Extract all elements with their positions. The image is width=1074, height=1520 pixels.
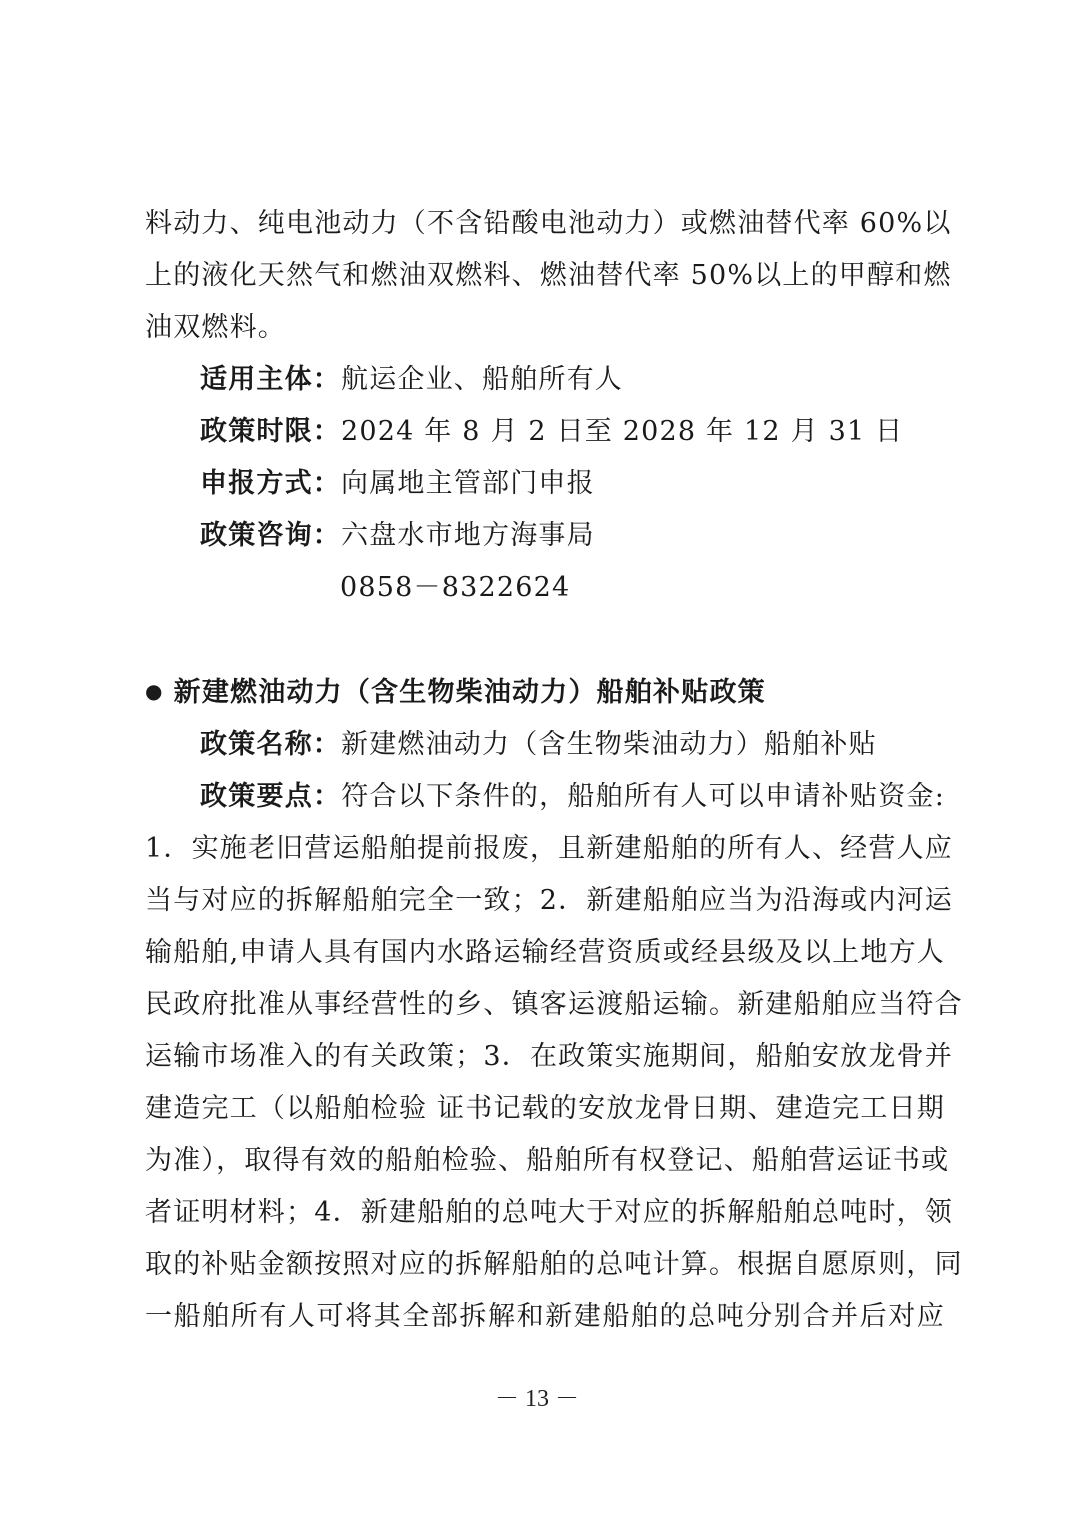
body-line: 1．实施老旧营运船舶提前报废，且新建船舶的所有人、经营人应 [145, 833, 953, 864]
field-value: 符合以下条件的，船舶所有人可以申请补贴资金: [341, 781, 946, 812]
field-period [200, 415, 945, 449]
paragraph-line: 油双燃料。 [145, 312, 286, 343]
field-label: 申报方式： [200, 468, 341, 499]
field-policy-name [200, 728, 945, 762]
body-line: 一船舶所有人可将其全部拆解和新建船舶的总吨分别合并后对应 [145, 1301, 945, 1332]
field-label: 适用主体： [200, 364, 341, 395]
field-value: 向属地主管部门申报 [341, 468, 595, 499]
body-line: 者证明材料；4．新建船舶的总吨大于对应的拆解船舶总吨时，领 [145, 1197, 953, 1228]
field-value: 航运企业、船舶所有人 [341, 364, 623, 395]
body-line: 运输市场准入的有关政策；3．在政策实施期间，船舶安放龙骨并 [145, 1041, 953, 1072]
consult-phone: 0858－8322624 [340, 572, 571, 603]
field-subject [200, 363, 945, 397]
body-line: 为准），取得有效的船舶检验、船舶所有权登记、船舶营运证书或 [145, 1145, 950, 1176]
field-value: 新建燃油动力（含生物柴油动力）船舶补贴 [341, 729, 877, 760]
field-value: 2024 年 8 月 2 日至 2028 年 12 月 31 日 [341, 416, 904, 447]
field-label: 政策要点： [200, 781, 342, 812]
field-label: 政策名称： [200, 729, 341, 760]
section-title: 新建燃油动力（含生物柴油动力）船舶补贴政策 [173, 677, 766, 708]
bullet-icon: ● [145, 679, 164, 703]
paragraph-line: 料动力、纯电池动力（不含铅酸电池动力）或燃油替代率 60%以 [145, 208, 952, 239]
field-method [200, 467, 945, 501]
body-line: 民政府批准从事经营性的乡、镇客运渡船运输。新建船舶应当符合 [145, 989, 963, 1020]
paragraph-line: 上的液化天然气和燃油双燃料、燃油替代率 50%以上的甲醇和燃 [145, 260, 952, 291]
field-label: 政策咨询： [200, 520, 341, 551]
field-label: 政策时限： [200, 416, 341, 447]
field-value: 六盘水市地方海事局 [341, 520, 595, 551]
section-heading [145, 676, 945, 711]
field-consult [200, 519, 945, 553]
body-line: 输船舶,申请人具有国内水路运输经营资质或经县级及以上地方人 [145, 937, 945, 968]
body-line: 取的补贴金额按照对应的拆解船舶的总吨计算。根据自愿原则，同 [145, 1249, 963, 1280]
body-line: 当与对应的拆解船舶完全一致；2．新建船舶应当为沿海或内河运 [145, 885, 953, 916]
body-line: 建造完工（以船舶检验 证书记载的安放龙骨日期、建造完工日期 [145, 1093, 945, 1124]
field-policy-points [200, 780, 945, 814]
page-number: － 13 － [495, 1386, 579, 1412]
